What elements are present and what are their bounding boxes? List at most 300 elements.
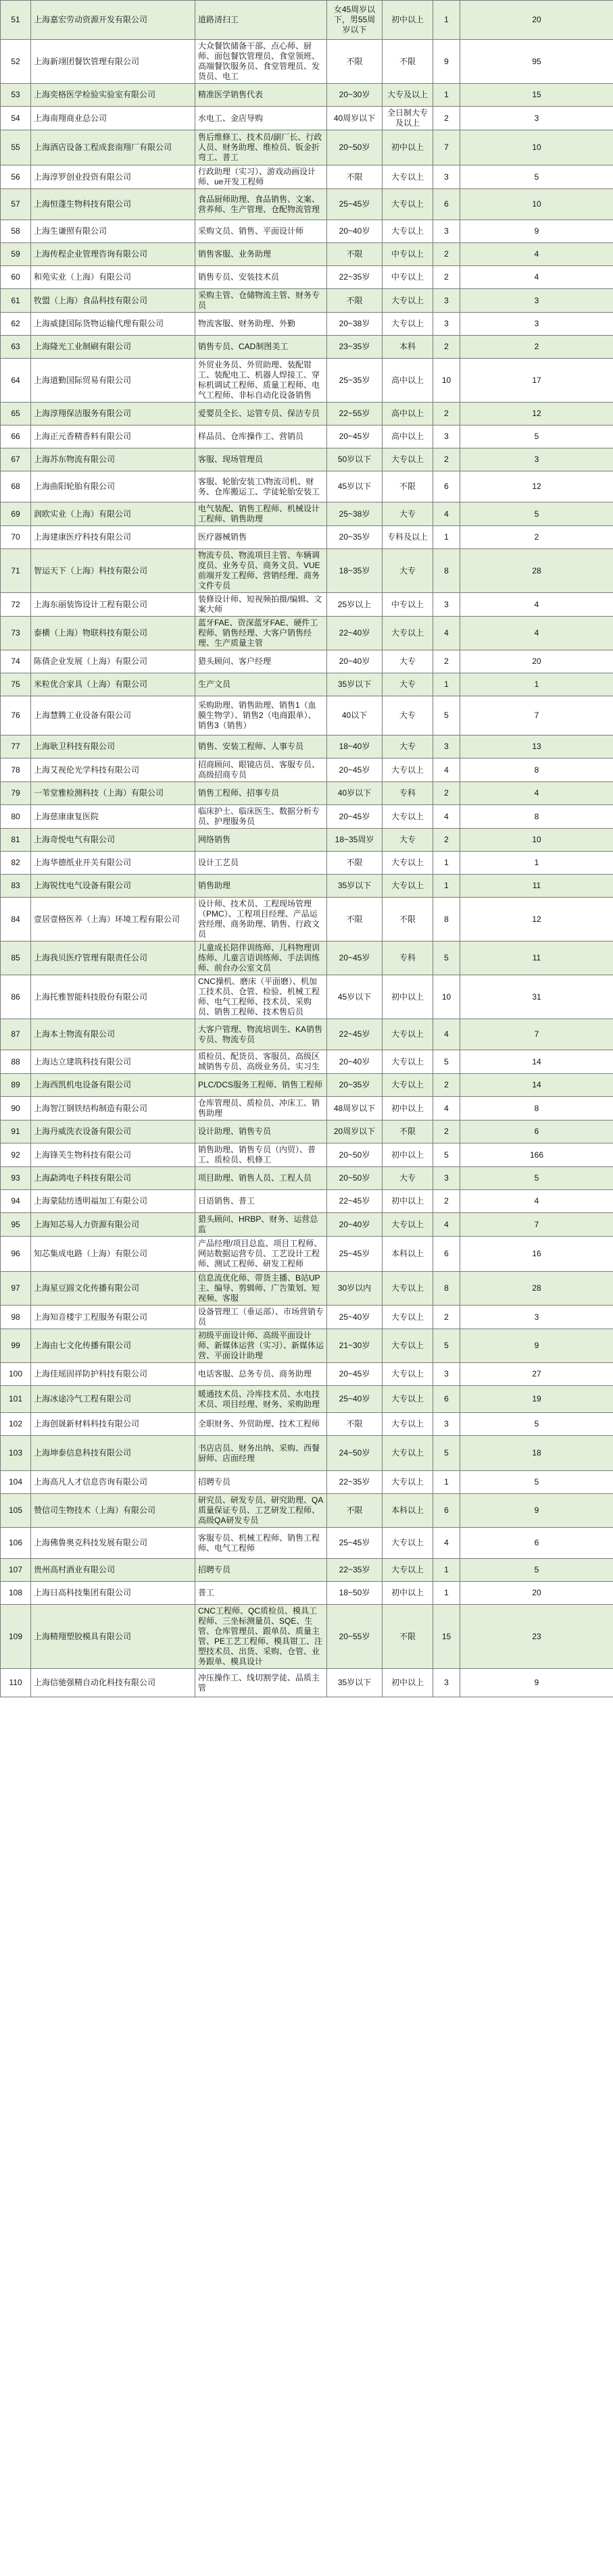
company-name: 上海酒店设备工程成套南翔厂有限公司: [31, 130, 195, 165]
table-row: [1, 1237, 613, 1272]
headcount: 10: [460, 829, 613, 852]
table-row: [1, 1, 613, 40]
company-name: 上海奇悦电气有限公司: [31, 829, 195, 852]
headcount: 1: [460, 673, 613, 696]
row-number: 78: [1, 758, 31, 782]
education-requirement: 大专以上: [383, 220, 433, 243]
position-count: 2: [433, 266, 460, 289]
table-row: [1, 898, 613, 942]
position-count: 1: [433, 1559, 460, 1582]
row-number: 100: [1, 1363, 31, 1386]
position-count: 5: [433, 1143, 460, 1167]
education-requirement: 大专以上: [383, 1363, 433, 1386]
position-count: 4: [433, 805, 460, 829]
company-name: 上海威捷国际货物运输代理有限公司: [31, 313, 195, 336]
company-name: 米粒优合家具（上海）有限公司: [31, 673, 195, 696]
table-row: [1, 1050, 613, 1074]
row-number: 96: [1, 1237, 31, 1272]
row-number: 109: [1, 1605, 31, 1669]
company-name: 上海新翊团餐饮管理有限公司: [31, 40, 195, 84]
job-titles: PLC/DCS服务工程师、销售工程师: [195, 1074, 327, 1097]
table-row: [1, 503, 613, 526]
headcount: 4: [460, 782, 613, 805]
job-titles: 招聘专员: [195, 1471, 327, 1494]
education-requirement: 不限: [383, 40, 433, 84]
row-number: 83: [1, 875, 31, 898]
position-count: 10: [433, 359, 460, 403]
row-number: 57: [1, 189, 31, 220]
education-requirement: 大专以上: [383, 805, 433, 829]
age-requirement: 20~50岁: [327, 130, 383, 165]
education-requirement: 大专以上: [383, 1050, 433, 1074]
job-titles: 招聘专员: [195, 1559, 327, 1582]
table-row: [1, 650, 613, 673]
job-titles: 初级平面设计师、高级平面设计师、新媒体运营（实习）、新媒体运营、平面设计助理: [195, 1329, 327, 1363]
education-requirement: 不限: [383, 1605, 433, 1669]
age-requirement: 20~35岁: [327, 1074, 383, 1097]
job-titles: 销售工程师、招事专员: [195, 782, 327, 805]
position-count: 1: [433, 1, 460, 40]
row-number: 65: [1, 403, 31, 426]
headcount: 95: [460, 40, 613, 84]
job-titles: 采购主管、仓储物流主管、财务专员: [195, 289, 327, 313]
age-requirement: 45岁以下: [327, 975, 383, 1019]
position-count: 2: [433, 243, 460, 266]
company-name: 上海蒙陆纺透明福加工有限公司: [31, 1190, 195, 1213]
position-count: 6: [433, 471, 460, 503]
job-titles: 销售助理、销售专员（内贸）、普工、质检员、机修工: [195, 1143, 327, 1167]
job-titles: 儿童成长陪伴训练师、儿科物理训练师、儿童言语训练师、手法训练师、前台办公室文员: [195, 942, 327, 975]
education-requirement: 大专以上: [383, 1528, 433, 1559]
row-number: 56: [1, 165, 31, 189]
row-number: 66: [1, 426, 31, 448]
company-name: 上海我贝医疗管理有限责任公司: [31, 942, 195, 975]
row-number: 93: [1, 1167, 31, 1190]
table-row: [1, 1213, 613, 1237]
position-count: 10: [433, 975, 460, 1019]
table-row: [1, 805, 613, 829]
age-requirement: 不限: [327, 165, 383, 189]
age-requirement: 20~50岁: [327, 1167, 383, 1190]
job-titles: 电话客服、总务专员、商务助理: [195, 1363, 327, 1386]
education-requirement: 初中以上: [383, 130, 433, 165]
job-titles: 大客户管理、物流培训生、KA销售专员、物流专员: [195, 1019, 327, 1050]
company-name: 上海本土物流有限公司: [31, 1019, 195, 1050]
job-titles: 爱婴员全长、运管专员、保洁专员: [195, 403, 327, 426]
row-number: 70: [1, 526, 31, 549]
row-number: 90: [1, 1097, 31, 1120]
education-requirement: 大专以上: [383, 1329, 433, 1363]
education-requirement: 中专以上: [383, 593, 433, 617]
row-number: 104: [1, 1471, 31, 1494]
company-name: 上海淳翔保洁服务有限公司: [31, 403, 195, 426]
headcount: 6: [460, 1528, 613, 1559]
job-titles: 猎头顾问、客户经理: [195, 650, 327, 673]
row-number: 63: [1, 336, 31, 359]
company-name: 上海锋芙生物科技有限公司: [31, 1143, 195, 1167]
company-name: 上海达立建筑科技有限公司: [31, 1050, 195, 1074]
company-name: 上海艾视伦光学科技有限公司: [31, 758, 195, 782]
education-requirement: 本科: [383, 336, 433, 359]
headcount: 14: [460, 1050, 613, 1074]
education-requirement: 大专以上: [383, 1386, 433, 1413]
company-name: 上海佳瑶固祥防护科技有限公司: [31, 1363, 195, 1386]
position-count: 2: [433, 1306, 460, 1329]
age-requirement: 20~45岁: [327, 758, 383, 782]
position-count: 2: [433, 336, 460, 359]
headcount: 11: [460, 942, 613, 975]
age-requirement: 20~30岁: [327, 84, 383, 107]
row-number: 52: [1, 40, 31, 84]
company-name: 上海耿卫科技有限公司: [31, 736, 195, 758]
position-count: 2: [433, 1190, 460, 1213]
company-name: 上海生谦照有限公司: [31, 220, 195, 243]
headcount: 8: [460, 805, 613, 829]
headcount: 9: [460, 1669, 613, 1697]
row-number: 107: [1, 1559, 31, 1582]
table-row: [1, 1494, 613, 1528]
job-titles: 产品经理/项目总监、项目工程师、网站数据运营专员、工艺设计工程师、测试工程师、研发工程师: [195, 1237, 327, 1272]
age-requirement: 20~45岁: [327, 805, 383, 829]
table-row: [1, 1386, 613, 1413]
headcount: 27: [460, 1363, 613, 1386]
table-row: [1, 266, 613, 289]
job-titles: 临床护士、临床医生、数据分析专员、护理服务员: [195, 805, 327, 829]
age-requirement: 女45周岁以下，男55周岁以下: [327, 1, 383, 40]
headcount: 11: [460, 875, 613, 898]
education-requirement: 本科以上: [383, 1237, 433, 1272]
company-name: 上海高凡人才信息咨询有限公司: [31, 1471, 195, 1494]
education-requirement: 大专以上: [383, 617, 433, 650]
table-row: [1, 829, 613, 852]
company-name: 陈倩企业发展（上海）有限公司: [31, 650, 195, 673]
age-requirement: 25~45岁: [327, 1237, 383, 1272]
age-requirement: 20周岁以下: [327, 1120, 383, 1143]
headcount: 3: [460, 313, 613, 336]
education-requirement: 初中以上: [383, 1143, 433, 1167]
education-requirement: 初中以上: [383, 1582, 433, 1605]
position-count: 4: [433, 1213, 460, 1237]
age-requirement: 48周岁以下: [327, 1097, 383, 1120]
education-requirement: 大专以上: [383, 313, 433, 336]
headcount: 12: [460, 471, 613, 503]
education-requirement: 大专: [383, 549, 433, 593]
company-name: 和苑实业（上海）有限公司: [31, 266, 195, 289]
education-requirement: 大专: [383, 1167, 433, 1190]
headcount: 7: [460, 1213, 613, 1237]
row-number: 81: [1, 829, 31, 852]
education-requirement: 专科及以上: [383, 526, 433, 549]
table-row: [1, 942, 613, 975]
education-requirement: 大专以上: [383, 1213, 433, 1237]
education-requirement: 大专以上: [383, 289, 433, 313]
table-row: [1, 617, 613, 650]
table-row: [1, 758, 613, 782]
position-count: 5: [433, 942, 460, 975]
row-number: 77: [1, 736, 31, 758]
row-number: 59: [1, 243, 31, 266]
position-count: 3: [433, 1413, 460, 1436]
table-row: [1, 1167, 613, 1190]
company-name: 上海勐鸿电子科技有限公司: [31, 1167, 195, 1190]
job-titles: 采购助理、销售助理、销售1（血膜生物学）、销售2（电商跟单）、销售3（销售）: [195, 696, 327, 736]
age-requirement: 20~45岁: [327, 942, 383, 975]
position-count: 1: [433, 84, 460, 107]
job-titles: CNC操机、磨床（平面磨）、机加工技术员、仓管、检验、机械工程师、电气工程师、技术员、采购员、销售工程师、技术售后员: [195, 975, 327, 1019]
headcount: 16: [460, 1237, 613, 1272]
job-titles: 网络销售: [195, 829, 327, 852]
education-requirement: 专科: [383, 782, 433, 805]
job-titles: 大众餐饮储备干部、点心师、厨师、面包餐饮管理员、食堂领班、高端餐饮服务员、食堂管理员、发货员、电工: [195, 40, 327, 84]
age-requirement: 20~40岁: [327, 1213, 383, 1237]
age-requirement: 24~50岁: [327, 1436, 383, 1471]
row-number: 101: [1, 1386, 31, 1413]
job-titles: 质检员、配货员、客服员、高级区域销售专员、高级业务员、实习生: [195, 1050, 327, 1074]
position-count: 4: [433, 503, 460, 526]
table-row: [1, 359, 613, 403]
company-name: 智运天下（上海）科技有限公司: [31, 549, 195, 593]
company-name: 上海恒蓬生物科技有限公司: [31, 189, 195, 220]
row-number: 103: [1, 1436, 31, 1471]
company-name: 上海华德纸业开关有限公司: [31, 852, 195, 875]
education-requirement: 大专: [383, 650, 433, 673]
age-requirement: 不限: [327, 1494, 383, 1528]
table-row: [1, 84, 613, 107]
position-count: 3: [433, 736, 460, 758]
age-requirement: 22~40岁: [327, 617, 383, 650]
row-number: 106: [1, 1528, 31, 1559]
company-name: 牧盟（上海）食品科技有限公司: [31, 289, 195, 313]
education-requirement: 大专以上: [383, 1559, 433, 1582]
company-name: 上海淳罗创业投资有限公司: [31, 165, 195, 189]
job-titles: 客服、现场管理员: [195, 448, 327, 471]
education-requirement: 不限: [383, 898, 433, 942]
company-name: 壹居壹格医养（上海）环境工程有限公司: [31, 898, 195, 942]
education-requirement: 大专以上: [383, 1306, 433, 1329]
headcount: 17: [460, 359, 613, 403]
job-titles: 采购文员、销售、平面设计师: [195, 220, 327, 243]
company-name: 润欧实业（上海）有限公司: [31, 503, 195, 526]
company-name: 上海苏东物流有限公司: [31, 448, 195, 471]
age-requirement: 20~45岁: [327, 426, 383, 448]
position-count: 3: [433, 289, 460, 313]
education-requirement: 不限: [383, 471, 433, 503]
education-requirement: 高中以上: [383, 426, 433, 448]
row-number: 99: [1, 1329, 31, 1363]
position-count: 3: [433, 220, 460, 243]
position-count: 2: [433, 403, 460, 426]
job-titles: 样品员、仓库操作工、营销员: [195, 426, 327, 448]
row-number: 95: [1, 1213, 31, 1237]
position-count: 5: [433, 1436, 460, 1471]
table-row: [1, 1074, 613, 1097]
headcount: 8: [460, 1097, 613, 1120]
position-count: 7: [433, 130, 460, 165]
row-number: 108: [1, 1582, 31, 1605]
company-name: 上海信驰强精自动化科技有限公司: [31, 1669, 195, 1697]
company-name: 上海丹威洗衣设备有限公司: [31, 1120, 195, 1143]
row-number: 105: [1, 1494, 31, 1528]
age-requirement: 25~45岁: [327, 1528, 383, 1559]
headcount: 5: [460, 426, 613, 448]
table-row: [1, 1559, 613, 1582]
position-count: 5: [433, 696, 460, 736]
company-name: 上海知芯易人力资源有限公司: [31, 1213, 195, 1237]
education-requirement: 大专以上: [383, 1019, 433, 1050]
position-count: 4: [433, 758, 460, 782]
age-requirement: 25~40岁: [327, 1306, 383, 1329]
table-row: [1, 130, 613, 165]
age-requirement: 18~35岁: [327, 549, 383, 593]
table-row: [1, 549, 613, 593]
row-number: 74: [1, 650, 31, 673]
job-titles: 电气装配、销售工程师、机械设计工程师、销售助理: [195, 503, 327, 526]
table-row: [1, 696, 613, 736]
row-number: 80: [1, 805, 31, 829]
age-requirement: 20~50岁: [327, 1143, 383, 1167]
position-count: 2: [433, 650, 460, 673]
job-titles: 客服专员、机械工程师、销售工程师、电气工程师: [195, 1528, 327, 1559]
row-number: 102: [1, 1413, 31, 1436]
headcount: 20: [460, 1582, 613, 1605]
position-count: 4: [433, 1097, 460, 1120]
row-number: 54: [1, 107, 31, 130]
table-row: [1, 875, 613, 898]
company-name: 上海奕格医学检验实验室有限公司: [31, 84, 195, 107]
age-requirement: 20~40岁: [327, 1050, 383, 1074]
education-requirement: 大专以上: [383, 165, 433, 189]
headcount: 9: [460, 220, 613, 243]
headcount: 15: [460, 84, 613, 107]
position-count: 2: [433, 829, 460, 852]
job-titles: 研究员、研发专员、研究助理、QA质量保证专员、工艺研发工程师、高级QA研发专员: [195, 1494, 327, 1528]
position-count: 1: [433, 1471, 460, 1494]
row-number: 75: [1, 673, 31, 696]
row-number: 53: [1, 84, 31, 107]
row-number: 67: [1, 448, 31, 471]
table-row: [1, 1190, 613, 1213]
job-titles: 售后维修工、技术员/副厂长、行政人员、财务助理、维检员、钣金折弯工、普工: [195, 130, 327, 165]
education-requirement: 初中以上: [383, 1097, 433, 1120]
age-requirement: 25~38岁: [327, 503, 383, 526]
job-titles: 设计师、技术员、工程现场管理（PMC）、工程项目经理、产品运营经理、商务助理、销售、行政文员: [195, 898, 327, 942]
job-titles: 销售专员、CAD制图美工: [195, 336, 327, 359]
position-count: 2: [433, 782, 460, 805]
row-number: 72: [1, 593, 31, 617]
job-titles: 销售、安装工程师、人事专员: [195, 736, 327, 758]
company-name: 上海日高科技集团有限公司: [31, 1582, 195, 1605]
company-name: 上海锐忱电气设备有限公司: [31, 875, 195, 898]
headcount: 31: [460, 975, 613, 1019]
row-number: 87: [1, 1019, 31, 1050]
position-count: 8: [433, 898, 460, 942]
education-requirement: 中专以上: [383, 266, 433, 289]
education-requirement: 大专以上: [383, 1471, 433, 1494]
headcount: 4: [460, 266, 613, 289]
job-titles: 信息流优化师、带货主播、B站UP主、编导、剪辑师、广告策划、短视频、客服: [195, 1272, 327, 1306]
table-row: [1, 782, 613, 805]
position-count: 2: [433, 1074, 460, 1097]
row-number: 85: [1, 942, 31, 975]
company-name: 上海曲阳轮胎有限公司: [31, 471, 195, 503]
row-number: 69: [1, 503, 31, 526]
age-requirement: 20~45岁: [327, 1363, 383, 1386]
job-titles: 设计工艺员: [195, 852, 327, 875]
company-name: 上海创晟新材料科技有限公司: [31, 1413, 195, 1436]
row-number: 86: [1, 975, 31, 1019]
job-titles: 冲压操作工、线切割学徒、品质主管: [195, 1669, 327, 1697]
headcount: 5: [460, 165, 613, 189]
position-count: 3: [433, 426, 460, 448]
company-name: 上海由七文化传播有限公司: [31, 1329, 195, 1363]
job-titles: 书店店员、财务出纳、采购、西餐厨师、店面经理: [195, 1436, 327, 1471]
position-count: 2: [433, 1120, 460, 1143]
education-requirement: 大专以上: [383, 1436, 433, 1471]
table-row: [1, 336, 613, 359]
table-row: [1, 471, 613, 503]
company-name: 上海隆光工业制刷有限公司: [31, 336, 195, 359]
job-titles: 招商顾问、眼镜店员、客服专员、高级招商专员: [195, 758, 327, 782]
table-row: [1, 403, 613, 426]
age-requirement: 25~40岁: [327, 1386, 383, 1413]
headcount: 12: [460, 898, 613, 942]
age-requirement: 20~35岁: [327, 526, 383, 549]
table-row: [1, 1528, 613, 1559]
table-row: [1, 1019, 613, 1050]
age-requirement: 30岁以内: [327, 1272, 383, 1306]
job-titles: 外贸业务员、外贸助理、装配钳工、装配电工、机器人焊接工、穿标机调试工程师、质量工程师、电气工程师、非标自动化设备销售: [195, 359, 327, 403]
headcount: 5: [460, 1559, 613, 1582]
job-titles: 项目助理、销售人员、工程人员: [195, 1167, 327, 1190]
job-titles: 暖通技术员、冷库技术员、水电技术员、项目经理、财务、采购助理: [195, 1386, 327, 1413]
age-requirement: 21~30岁: [327, 1329, 383, 1363]
company-name: 上海正元香精香料有限公司: [31, 426, 195, 448]
position-count: 5: [433, 1329, 460, 1363]
table-row: [1, 975, 613, 1019]
age-requirement: 18~40岁: [327, 736, 383, 758]
table-row: [1, 220, 613, 243]
row-number: 82: [1, 852, 31, 875]
job-titles: 蓝牙FAE、资深蓝牙FAE、硬件工程师、销售经理、大客户销售经理、生产质量主管: [195, 617, 327, 650]
education-requirement: 初中以上: [383, 1669, 433, 1697]
job-titles: 猎头顾问、HRBP、财务、运营总监: [195, 1213, 327, 1237]
position-count: 3: [433, 1363, 460, 1386]
education-requirement: 初中以上: [383, 1, 433, 40]
table-row: [1, 1669, 613, 1697]
age-requirement: 不限: [327, 852, 383, 875]
education-requirement: 初中以上: [383, 975, 433, 1019]
headcount: 3: [460, 107, 613, 130]
education-requirement: 专科: [383, 942, 433, 975]
row-number: 64: [1, 359, 31, 403]
headcount: 20: [460, 1, 613, 40]
row-number: 76: [1, 696, 31, 736]
age-requirement: 35岁以下: [327, 1669, 383, 1697]
headcount: 4: [460, 243, 613, 266]
headcount: 2: [460, 336, 613, 359]
age-requirement: 23~35岁: [327, 336, 383, 359]
headcount: 1: [460, 852, 613, 875]
job-titles: 水电工、金店导购: [195, 107, 327, 130]
table-row: [1, 1413, 613, 1436]
company-name: 赞信司生物技术（上海）有限公司: [31, 1494, 195, 1528]
education-requirement: 中专以上: [383, 243, 433, 266]
age-requirement: 22~45岁: [327, 1019, 383, 1050]
position-count: 2: [433, 448, 460, 471]
row-number: 92: [1, 1143, 31, 1167]
headcount: 13: [460, 736, 613, 758]
position-count: 1: [433, 673, 460, 696]
